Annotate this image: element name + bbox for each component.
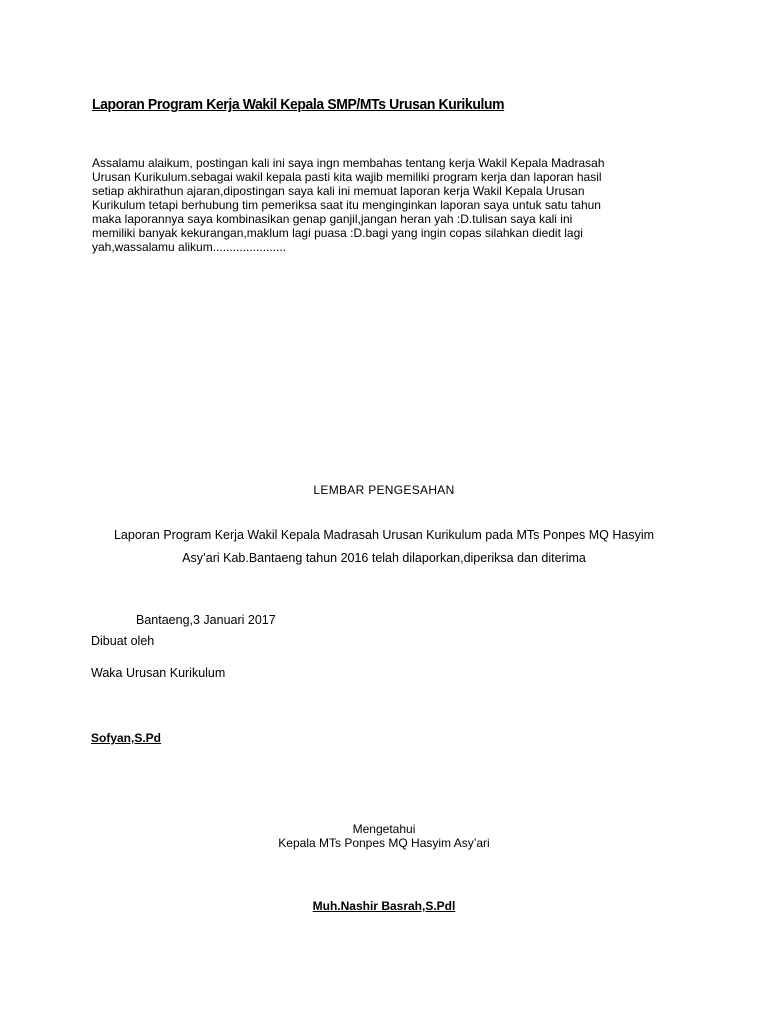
made-by-label: Dibuat oleh xyxy=(91,634,155,648)
head-signer-name: Muh.Nashir Basrah,S.Pdl xyxy=(312,899,456,913)
approval-statement xyxy=(0,524,768,570)
head-signer xyxy=(0,899,768,913)
intro-paragraph xyxy=(92,156,692,254)
intro-line: setiap akhirathun ajaran,dipostingan saya kali ini memuat laporan kerja Wakil Kepala Urusan xyxy=(92,184,585,198)
document-title: Laporan Program Kerja Wakil Kepala SMP/MTs Urusan Kurikulum xyxy=(92,96,505,113)
place-date: Bantaeng,3 Januari 2017 xyxy=(136,613,276,627)
approval-line: Laporan Program Kerja Wakil Kepala Madrasah Urusan Kurikulum pada MTs Ponpes MQ Hasyim xyxy=(113,528,655,542)
intro-line: yah,wassalamu alikum...................... xyxy=(92,240,287,254)
intro-line: maka laporannya saya kombinasikan genap ganjil,jangan heran yah :D.tulisan saya kali ini xyxy=(92,212,573,226)
acknowledged-role: Kepala MTs Ponpes MQ Hasyim Asy’ari xyxy=(278,836,490,850)
intro-line: Kurikulum tetapi berhubung tim pemeriksa saat itu menginginkan laporan saya untuk satu tahun xyxy=(92,198,601,212)
approval-line: Asy’ari Kab.Bantaeng tahun 2016 telah dilaporkan,diperiksa dan diterima xyxy=(182,551,586,565)
signer-name: Sofyan,S.Pd xyxy=(91,731,162,745)
intro-line: memiliki banyak kekurangan,maklum lagi puasa :D.bagi yang ingin copas silahkan diedit lagi xyxy=(92,226,583,240)
intro-line: Urusan Kurikulum.sebagai wakil kepala pasti kita wajib memiliki program kerja dan laporan hasil xyxy=(92,170,602,184)
signer-role: Waka Urusan Kurikulum xyxy=(91,666,226,680)
acknowledged-label: Mengetahui xyxy=(352,822,416,836)
acknowledgement-block xyxy=(0,822,768,850)
section-heading: LEMBAR PENGESAHAN xyxy=(313,483,455,497)
intro-line: Assalamu alaikum, postingan kali ini saya ingn membahas tentang kerja Wakil Kepala Madrasah xyxy=(92,156,605,170)
